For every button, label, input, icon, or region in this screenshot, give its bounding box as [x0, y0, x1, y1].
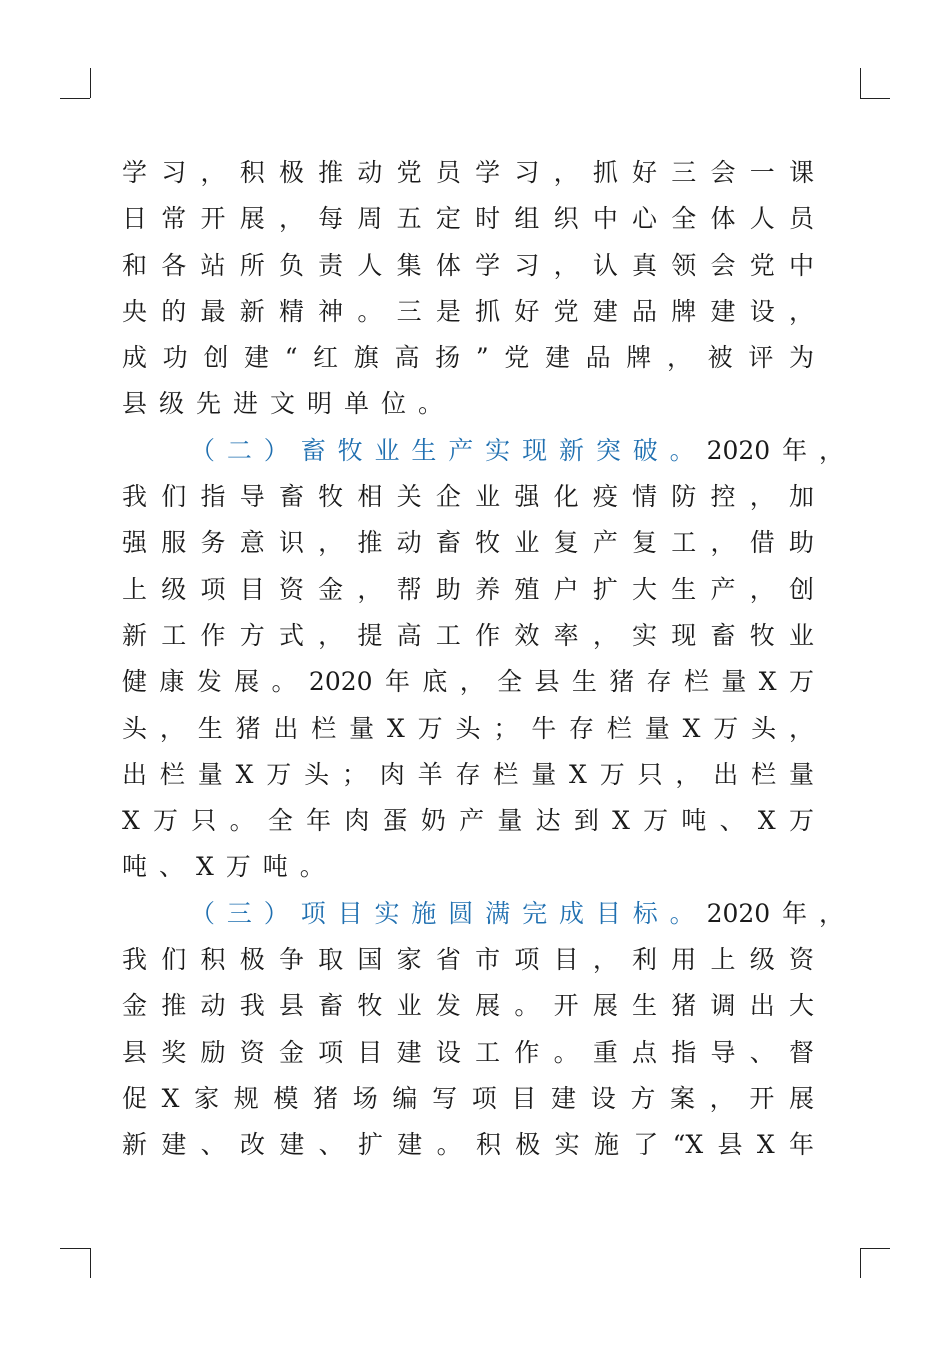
paragraph-line: 日​常​开​展​，​每​周​五​定​时​组​织​中​心​全​体​人​员 — [122, 204, 814, 234]
paragraph-last-line: 县级先进文明单位。 — [122, 389, 456, 419]
paragraph-line: 我​们​积​极​争​取​国​家​省​市​项​目​，​利​用​上​级​资 — [122, 945, 814, 975]
paragraph-last-line: 吨、X万吨。 — [122, 852, 337, 882]
crop-mark-top-left-v — [90, 68, 91, 98]
paragraph-line: 新​建​、​改​建​、​扩​建​。​积​极​实​施​了​“​X​县​X​年 — [122, 1130, 814, 1160]
section-heading-rest: 2020年， — [706, 898, 844, 928]
paragraph-line: 央​的​最​新​精​神​。​三​是​抓​好​党​建​品​牌​建​设​， — [122, 296, 814, 326]
crop-mark-top-right-h — [860, 98, 890, 99]
crop-mark-bottom-left-h — [60, 1248, 90, 1249]
crop-mark-top-right-v — [860, 68, 861, 98]
paragraph-line: X​万​只​。​全​年​肉​蛋​奶​产​量​达​到​X​万​吨​、​X​万 — [122, 806, 814, 836]
crop-mark-bottom-left-v — [90, 1248, 91, 1278]
section-heading-line — [122, 891, 852, 937]
paragraph-line: 新​工​作​方​式​，​提​高​工​作​效​率​，​实​现​畜​牧​业 — [122, 620, 814, 650]
paragraph-line: 成​功​创​建​“​红​旗​高​扬​”​党​建​品​牌​，​被​评​为 — [122, 343, 814, 373]
paragraph-line: 我​们​指​导​畜​牧​相​关​企​业​强​化​疫​情​防​控​，​加 — [122, 482, 814, 512]
paragraph-line: 强​服​务​意​识​，​推​动​畜​牧​业​复​产​复​工​，​借​助 — [122, 528, 814, 558]
section-heading-line — [122, 428, 852, 474]
section-heading-rest: 2020年， — [706, 435, 844, 465]
crop-mark-top-left-h — [60, 98, 90, 99]
paragraph-line: 健​康​发​展​。​2​0​2​0​年​底​，​全​县​生​猪​存​栏​量​X​万 — [122, 667, 814, 697]
paragraph-line: 出​栏​量​X​万​头​；​肉​羊​存​栏​量​X​万​只​，​出​栏​量 — [122, 759, 814, 789]
paragraph-line: 头​，​生​猪​出​栏​量​X​万​头​；​牛​存​栏​量​X​万​头​， — [122, 713, 814, 743]
section-heading: （二）畜牧业生产实现新突破。 — [190, 435, 707, 465]
paragraph-line: 金​推​动​我​县​畜​牧​业​发​展​。​开​展​生​猪​调​出​大 — [122, 991, 814, 1021]
paragraph-line: 上​级​项​目​资​金​，​帮​助​养​殖​户​扩​大​生​产​，​创 — [122, 574, 814, 604]
document-body — [122, 150, 852, 1169]
paragraph-line: 学​习​，​积​极​推​动​党​员​学​习​，​抓​好​三​会​一​课 — [122, 158, 814, 187]
paragraph-line: 和​各​站​所​负​责​人​集​体​学​习​，​认​真​领​会​党​中 — [122, 250, 814, 280]
paragraph-line: 促​X​家​规​模​猪​场​编​写​项​目​建​设​方​案​，​开​展 — [122, 1083, 814, 1113]
section-heading: （三）项目实施圆满完成目标。 — [190, 898, 707, 928]
crop-mark-bottom-right-h — [860, 1248, 890, 1249]
crop-mark-bottom-right-v — [860, 1248, 861, 1278]
paragraph-line: 县​奖​励​资​金​项​目​建​设​工​作​。​重​点​指​导​、​督 — [122, 1037, 814, 1067]
